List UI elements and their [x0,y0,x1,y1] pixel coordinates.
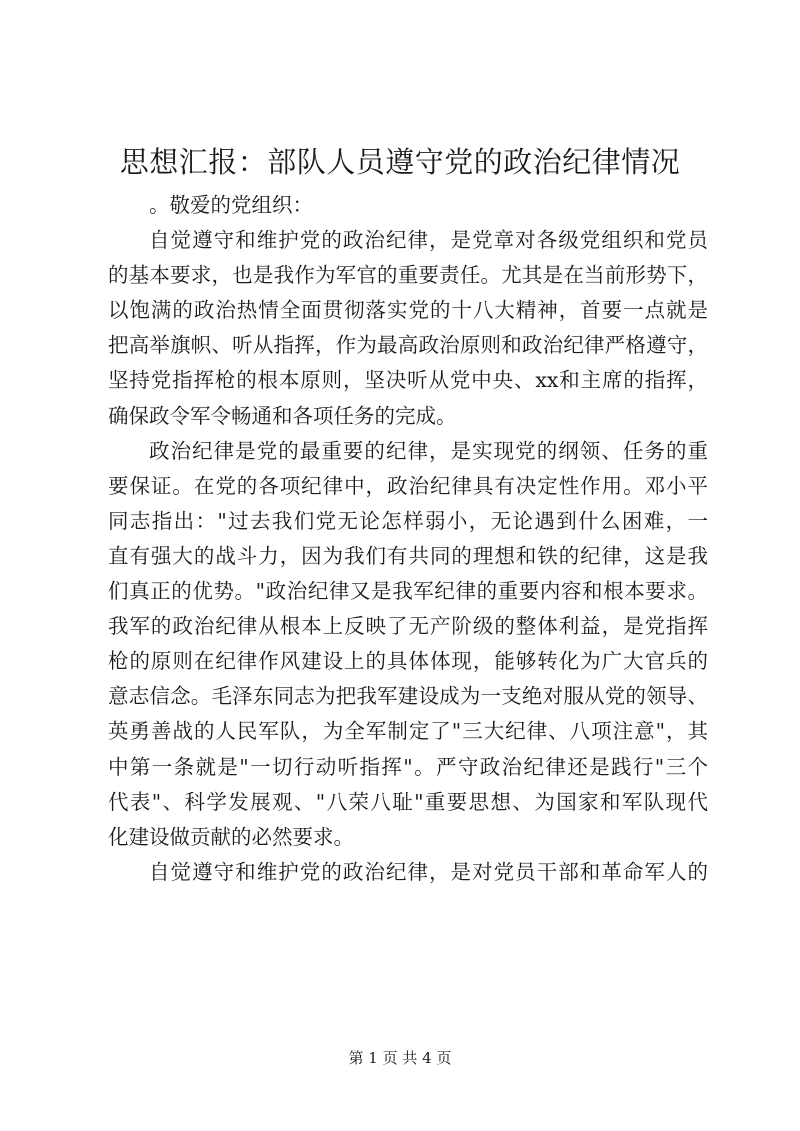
paragraph-line: 代表"、科学发展观、"八荣八耻"重要思想、为国家和军队现代 [108,789,708,814]
paragraph-line: 意志信念。毛泽东同志为把我军建设成为一支绝对服从党的领导、 [108,684,708,709]
salutation: 。敬爱的党组织： [149,193,313,217]
document-body [108,188,708,890]
paragraph-line: 化建设做贡献的必然要求。 [108,824,354,849]
paragraph-line: 以饱满的政治热情全面贯彻落实党的十八大精神，首要一点就是 [108,298,708,323]
paragraph-line: 坚持党指挥枪的根本原则，坚决听从党中央、xx和主席的指挥， [108,368,708,393]
paragraph-line: 确保政令军令畅通和各项任务的完成。 [108,403,457,428]
paragraph-3 [108,855,708,890]
paragraph-1 [108,223,708,434]
paragraph-2 [108,434,708,855]
document-title: 思想汇报：部队人员遵守党的政治纪律情况 [119,145,681,179]
paragraph-line: 把高举旗帜、听从指挥，作为最高政治原则和政治纪律严格遵守， [108,333,708,358]
paragraph-line: 英勇善战的人民军队，为全军制定了"三大纪律、八项注意"，其 [108,719,708,744]
paragraph-line: 们真正的优势。"政治纪律又是我军纪律的重要内容和根本要求。 [108,579,708,604]
paragraph-line: 我军的政治纪律从根本上反映了无产阶级的整体利益，是党指挥 [108,614,708,639]
paragraph-line: 要保证。在党的各项纪律中，政治纪律具有决定性作用。邓小平 [108,473,708,498]
paragraph-line: 自觉遵守和维护党的政治纪律，是对党员干部和革命军人的 [149,859,708,884]
paragraph-line: 自觉遵守和维护党的政治纪律，是党章对各级党组织和党员 [149,228,708,253]
paragraph-line: 枪的原则在纪律作风建设上的具体体现，能够转化为广大官兵的 [108,649,708,674]
paragraph-line: 政治纪律是党的最重要的纪律，是实现党的纲领、任务的重 [149,438,708,463]
paragraph-line: 同志指出："过去我们党无论怎样弱小，无论遇到什么困难，一 [108,508,708,533]
page-footer: 第 1 页 共 4 页 [348,1049,452,1067]
paragraph-line: 的基本要求，也是我作为军官的重要责任。尤其是在当前形势下， [108,263,708,288]
paragraph-line: 中第一条就是"一切行动听指挥"。严守政治纪律还是践行"三个 [108,754,708,779]
paragraph-line: 直有强大的战斗力，因为我们有共同的理想和铁的纪律，这是我 [108,543,708,568]
